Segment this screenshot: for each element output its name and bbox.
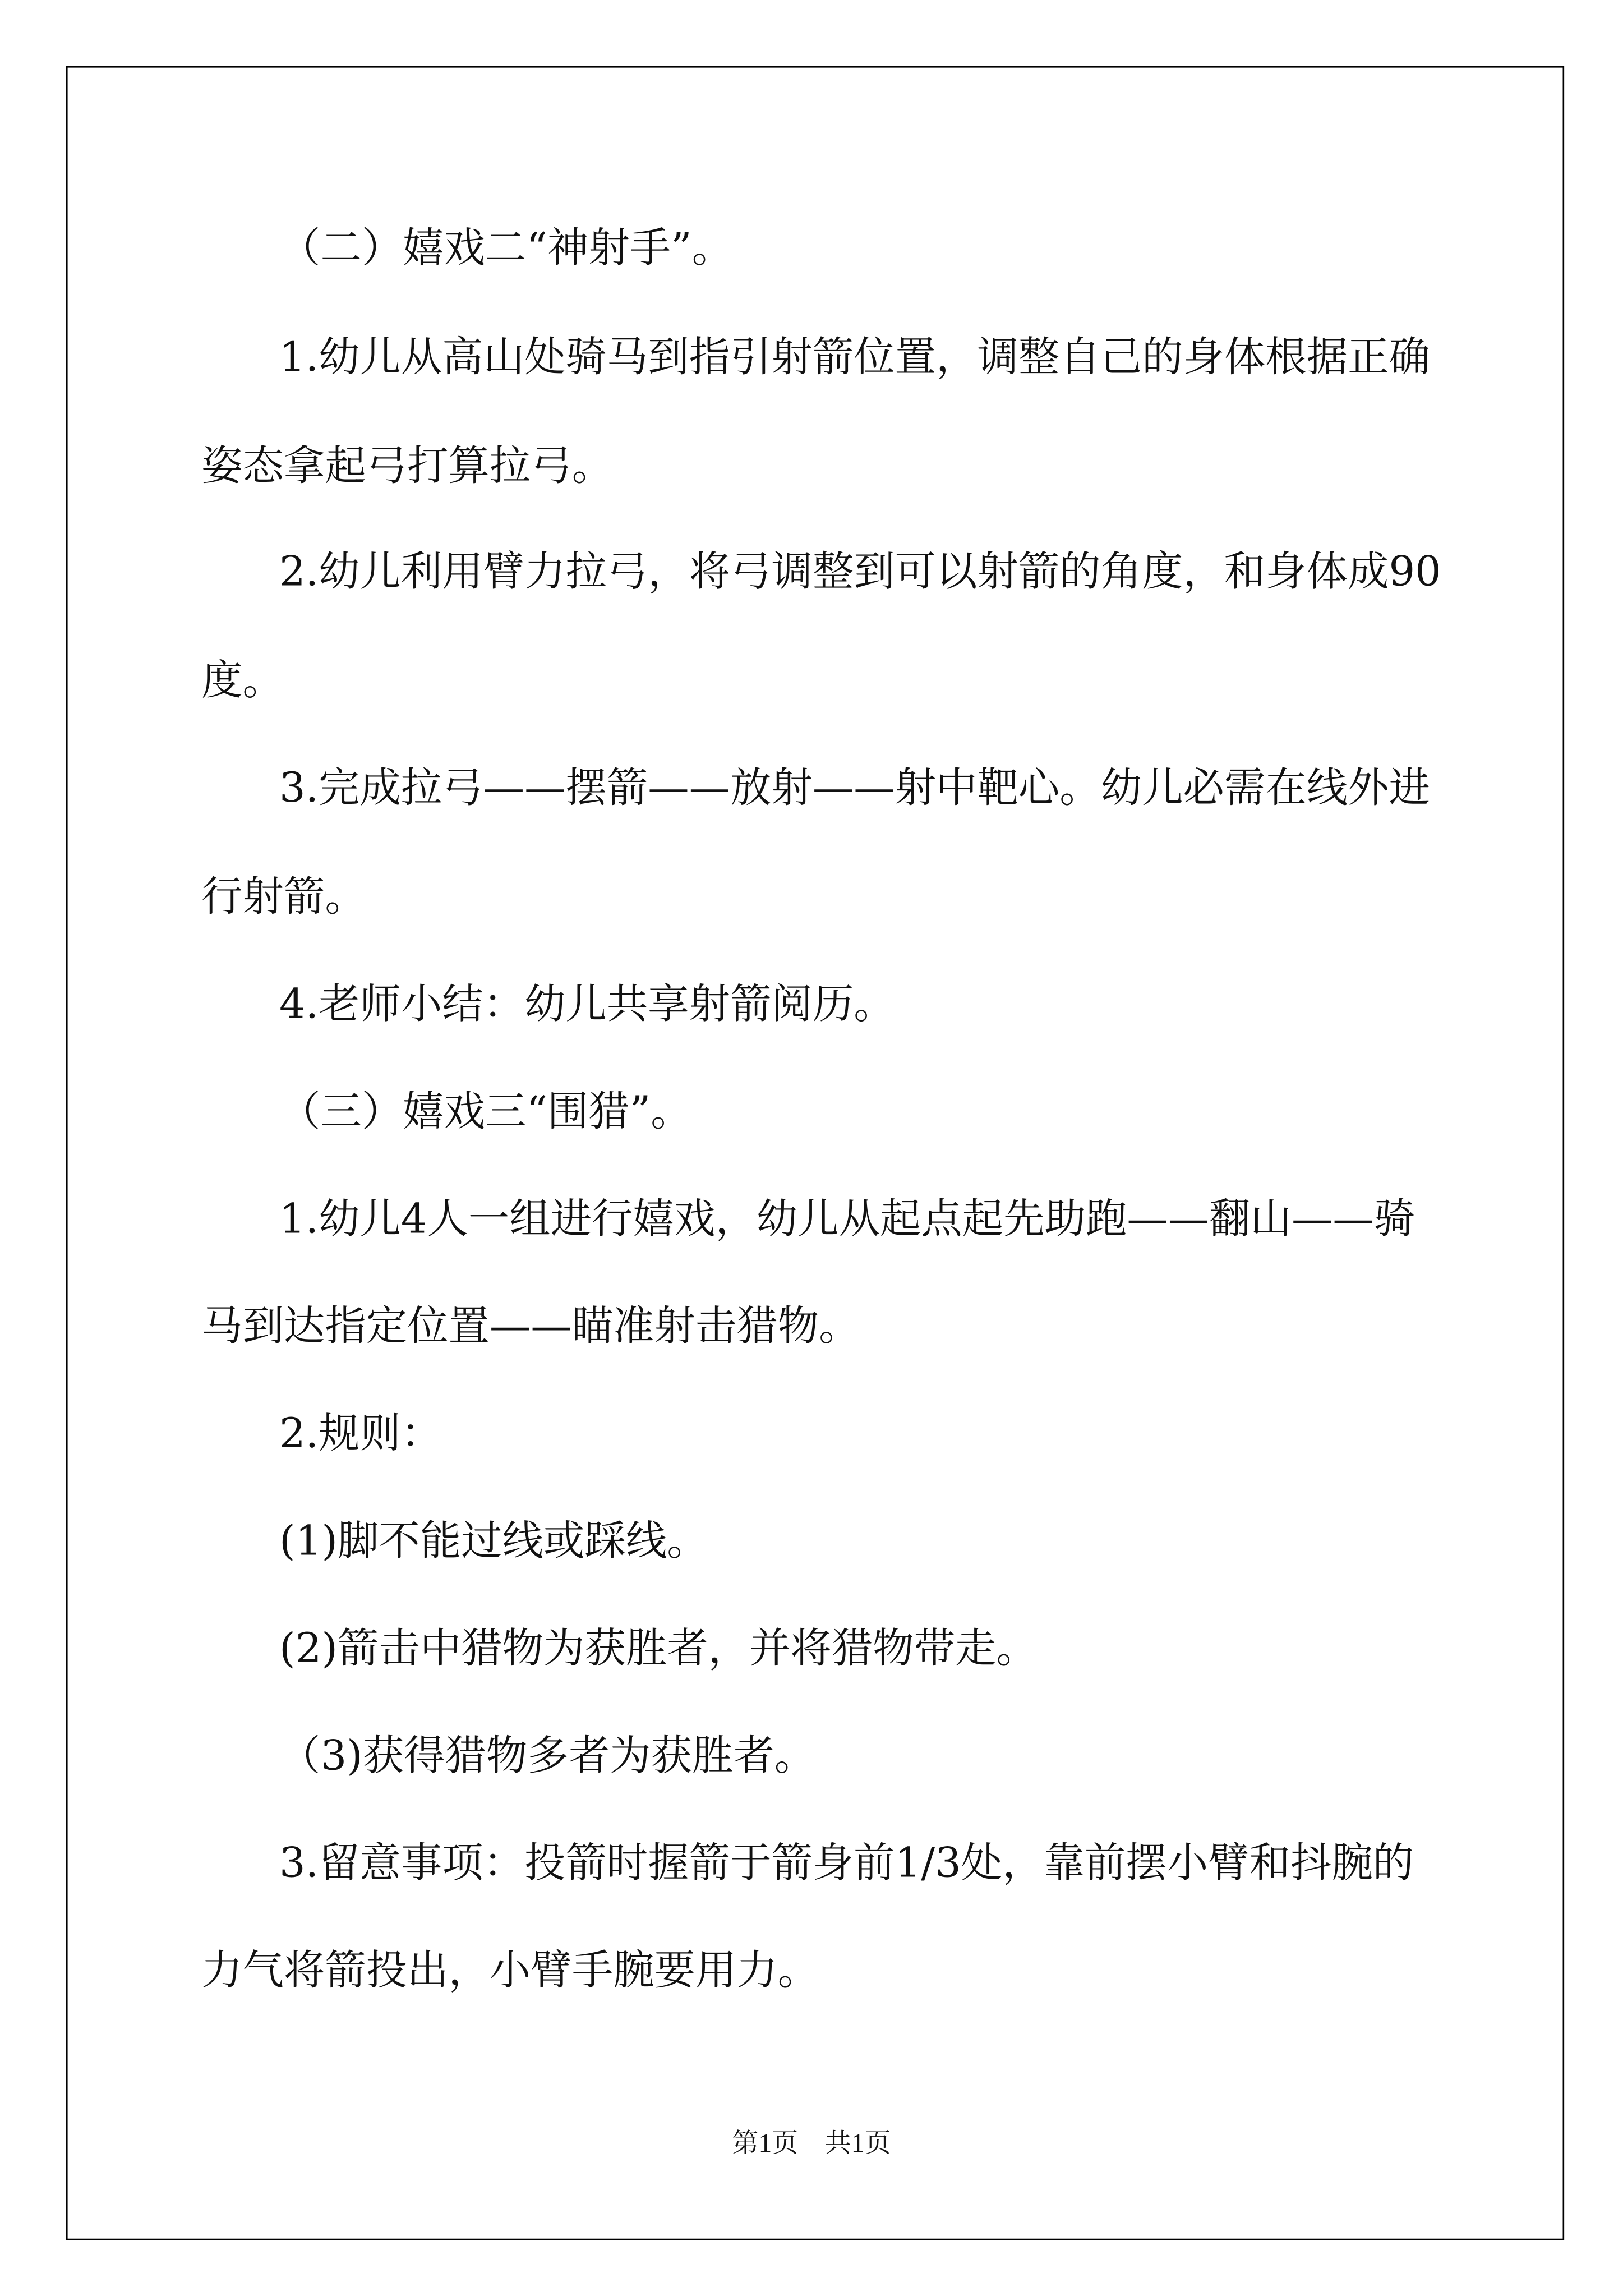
paragraph-line: 3.完成拉弓——摆箭——放射——射中靶心。幼儿必需在线外进 bbox=[279, 763, 1430, 812]
rule-item: (1)脚不能过线或踩线。 bbox=[279, 1516, 708, 1565]
page-footer: 第1页 共1页 bbox=[732, 2128, 891, 2158]
rule-item: （3)获得猎物多者为获胜者。 bbox=[279, 1731, 816, 1780]
paragraph-line: 1.幼儿从高山处骑马到指引射箭位置，调整自己的身体根据正确 bbox=[279, 332, 1430, 381]
paragraph-line: 马到达指定位置——瞄准射击猎物。 bbox=[201, 1301, 860, 1351]
section-heading-game-2: （二）嬉戏二“神射手”。 bbox=[279, 223, 734, 273]
paragraph-line: 1.幼儿4人一组进行嬉戏，幼儿从起点起先助跑——翻山——骑 bbox=[279, 1194, 1415, 1243]
paragraph-line: 姿态拿起弓打算拉弓。 bbox=[201, 441, 614, 490]
section-heading-game-3: （三）嬉戏三“围猎”。 bbox=[279, 1087, 692, 1136]
paragraph-line: 行射箭。 bbox=[201, 872, 366, 921]
paragraph-line: 2.规则： bbox=[279, 1409, 442, 1458]
paragraph-line: 力气将箭投出，小臂手腕要用力。 bbox=[201, 1945, 819, 1995]
paragraph-line: 2.幼儿利用臂力拉弓，将弓调整到可以射箭的角度，和身体成90 bbox=[279, 547, 1441, 596]
paragraph-line: 度。 bbox=[201, 656, 284, 705]
paragraph-line: 4.老师小结：幼儿共享射箭阅历。 bbox=[279, 979, 895, 1028]
page-border bbox=[66, 66, 1564, 2240]
paragraph-line: 3.留意事项：投箭时握箭于箭身前1/3处，靠前摆小臂和抖腕的 bbox=[279, 1838, 1414, 1888]
rule-item: (2)箭击中猎物为获胜者，并将猎物带走。 bbox=[279, 1623, 1038, 1673]
